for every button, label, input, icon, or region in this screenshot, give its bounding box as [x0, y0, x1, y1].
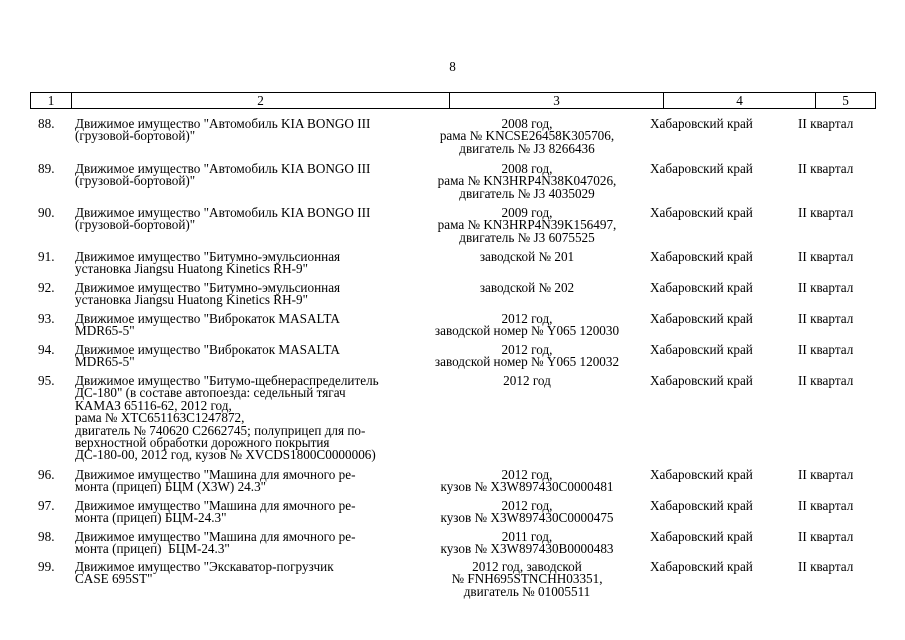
item-name: Движимое имущество "Битумо-щебнераспределитель ДС-180" (в составе автопоезда: седельный тягач КАМАЗ 65116-62, 2012 год, рама № XTC651163C1247872, двигатель № 740620 C2662745; полуприцеп для по- верхностной обработки дорожного покрытия ДС-180-00, 2012 год, кузов № XVCDS1800C0000006) — [75, 373, 379, 463]
row-number: 93. — [38, 311, 55, 326]
item-quarter: II квартал — [798, 498, 854, 513]
table-body — [30, 118, 876, 605]
item-quarter: II квартал — [798, 529, 854, 544]
item-identifiers: 2008 год, рама № KNCSE26458K305706, двигатель № J3 8266436 — [439, 116, 615, 156]
item-identifiers: 2012 год, кузов № X3W897430C0000481 — [440, 467, 614, 495]
item-quarter: II квартал — [798, 280, 854, 295]
row-number: 98. — [38, 529, 55, 544]
item-quarter: II квартал — [798, 559, 854, 574]
table-row — [30, 207, 876, 251]
item-region: Хабаровский край — [650, 311, 753, 326]
item-name: Движимое имущество "Виброкаток MASALTA MDR65-5" — [75, 311, 340, 339]
row-number: 89. — [38, 161, 55, 176]
item-identifiers: 2011 год, кузов № X3W897430B0000483 — [440, 529, 614, 557]
header-col-3: 3 — [449, 93, 663, 108]
table-row — [30, 118, 876, 163]
item-region: Хабаровский край — [650, 559, 753, 574]
header-col-5: 5 — [815, 93, 875, 108]
item-name: Движимое имущество "Автомобиль KIA BONGO III (грузовой-бортовой)" — [75, 161, 371, 189]
table-row — [30, 531, 876, 561]
item-region: Хабаровский край — [650, 205, 753, 220]
item-region: Хабаровский край — [650, 529, 753, 544]
item-region: Хабаровский край — [650, 467, 753, 482]
item-region: Хабаровский край — [650, 116, 753, 131]
table-row — [30, 500, 876, 531]
item-quarter: II квартал — [798, 116, 854, 131]
table-row — [30, 251, 876, 282]
item-quarter: II квартал — [798, 467, 854, 482]
item-identifiers: 2012 год, кузов № X3W897430C0000475 — [440, 498, 614, 526]
table-header — [30, 92, 876, 109]
item-region: Хабаровский край — [650, 249, 753, 264]
row-number: 90. — [38, 205, 55, 220]
item-identifiers: заводской № 202 — [479, 280, 575, 295]
item-name: Движимое имущество "Машина для ямочного ре- монта (прицеп) БЦМ-24.3" — [75, 498, 356, 526]
item-region: Хабаровский край — [650, 280, 753, 295]
item-quarter: II квартал — [798, 161, 854, 176]
row-number: 95. — [38, 373, 55, 388]
row-number: 94. — [38, 342, 55, 357]
item-identifiers: 2008 год, рама № KN3HRP4N38K047026, двигатель № J3 4035029 — [437, 161, 617, 201]
item-quarter: II квартал — [798, 373, 854, 388]
row-number: 92. — [38, 280, 55, 295]
item-quarter: II квартал — [798, 311, 854, 326]
row-number: 96. — [38, 467, 55, 482]
item-region: Хабаровский край — [650, 161, 753, 176]
item-identifiers: заводской № 201 — [479, 249, 575, 264]
row-number: 97. — [38, 498, 55, 513]
table-row — [30, 561, 876, 605]
item-name: Движимое имущество "Машина для ямочного ре- монта (прицеп) БЦМ-24.3" — [75, 529, 356, 557]
header-col-4: 4 — [663, 93, 815, 108]
item-identifiers: 2012 год, заводской № FNH695STNCHH03351, двигатель № 01005511 — [451, 559, 603, 599]
item-quarter: II квартал — [798, 205, 854, 220]
header-col-2: 2 — [71, 93, 449, 108]
item-identifiers: 2012 год — [503, 373, 551, 388]
table-row — [30, 282, 876, 313]
table-row — [30, 163, 876, 207]
item-name: Движимое имущество "Автомобиль KIA BONGO III (грузовой-бортовой)" — [75, 205, 371, 233]
table-row — [30, 344, 876, 375]
item-region: Хабаровский край — [650, 342, 753, 357]
item-quarter: II квартал — [798, 342, 854, 357]
page-number: 8 — [449, 59, 456, 74]
item-identifiers: 2012 год, заводской номер № Y065 120030 — [434, 311, 620, 339]
item-identifiers: 2009 год, рама № KN3HRP4N39K156497, двигатель № J3 6075525 — [437, 205, 617, 245]
table-row — [30, 313, 876, 344]
row-number: 88. — [38, 116, 55, 131]
row-number: 99. — [38, 559, 55, 574]
item-region: Хабаровский край — [650, 373, 753, 388]
table-row — [30, 469, 876, 500]
item-name: Движимое имущество "Экскаватор-погрузчик CASE 695ST" — [75, 559, 334, 587]
table-row — [30, 375, 876, 469]
header-col-1: 1 — [47, 93, 55, 108]
row-number: 91. — [38, 249, 55, 264]
item-name: Движимое имущество "Машина для ямочного ре- монта (прицеп) БЦМ (X3W) 24.3" — [75, 467, 356, 495]
item-name: Движимое имущество "Виброкаток MASALTA MDR65-5" — [75, 342, 340, 370]
item-region: Хабаровский край — [650, 498, 753, 513]
item-name: Движимое имущество "Автомобиль KIA BONGO III (грузовой-бортовой)" — [75, 116, 371, 144]
item-identifiers: 2012 год, заводской номер № Y065 120032 — [434, 342, 620, 370]
item-quarter: II квартал — [798, 249, 854, 264]
item-name: Движимое имущество "Битумно-эмульсионная установка Jiangsu Huatong Kinetics RH-9" — [75, 280, 341, 308]
item-name: Движимое имущество "Битумно-эмульсионная установка Jiangsu Huatong Kinetics RH-9" — [75, 249, 341, 277]
